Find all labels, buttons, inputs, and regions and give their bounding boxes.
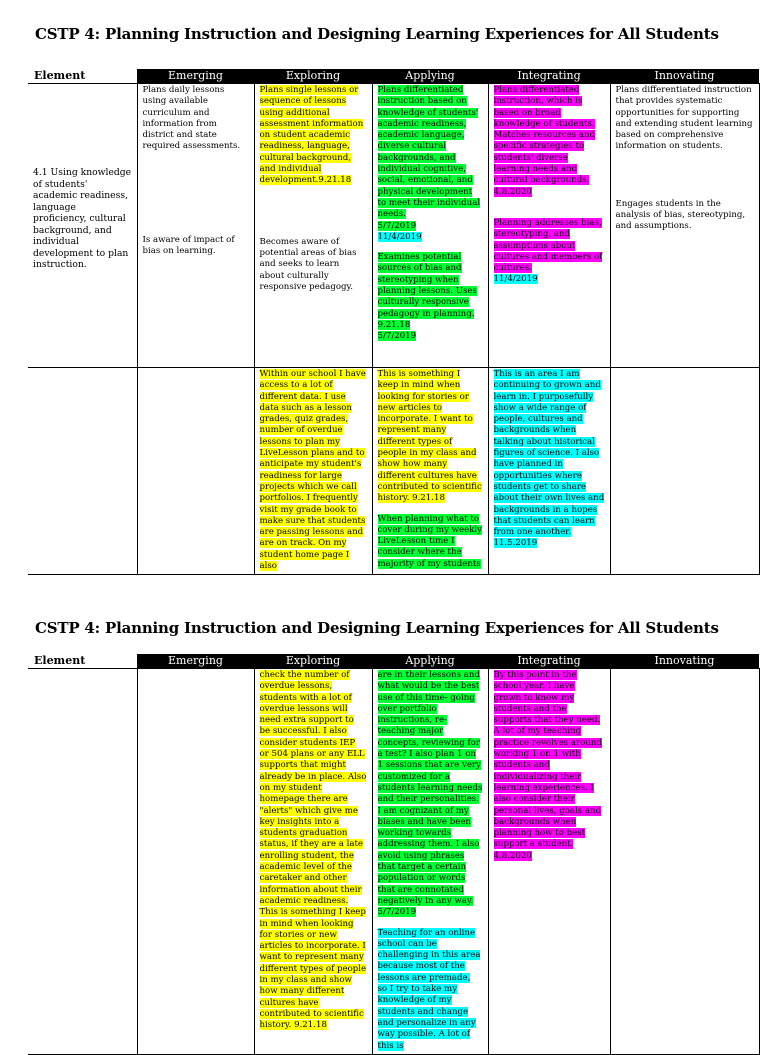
highlighted-date: 5/7/2019	[377, 331, 417, 342]
header-element: Element	[28, 69, 137, 84]
integrating-cell	[488, 84, 610, 368]
header-applying: Applying	[372, 69, 488, 84]
integrating-cell	[488, 368, 610, 575]
emerging-text: Plans daily lessons using available curriculum and information from district and state required assessments.	[142, 85, 241, 152]
table-row	[28, 84, 759, 368]
emerging-cell	[137, 368, 254, 575]
element-text: 4.1 Using knowledge of students' academic readiness, language proficiency, cultural background, and individual development to plan instruction.	[33, 167, 132, 270]
highlighted-text: Planning addresses bias, stereotyping, and assumptions about cultures and members of cultures.	[493, 217, 603, 274]
highlighted-text: Within our school I have access to a lot of different data. I use data such as a lesson grades, quiz grades, number of overdue lessons to plan my LiveLesson plans and to anticipate my student's readiness for large projects which we call portfolios. I frequently visit my grade book to make sure that students are passing lessons and are on track. On my student home page I also	[259, 369, 366, 572]
highlighted-text: Examines potential sources of bias and stereotyping when planning lessons. Uses culturally responsive pedagogy in planning.	[377, 252, 477, 319]
applying-cell	[372, 669, 488, 1055]
page-title: CSTP 4: Planning Instruction and Designing Learning Experiences for All Students	[35, 619, 719, 637]
header-element: Element	[28, 654, 137, 669]
highlighted-text: Teaching for an online school can be challenging in this area because most of the lessons are premade, so I try to take my knowledge of my students and change and personalize in any way possible. A lot of this is	[377, 927, 481, 1051]
table-row	[28, 669, 759, 1055]
highlighted-text: This is an area I am continuing to grown and learn in. I purposefully show a wide range of people, cultures and backgrounds when talking about historical figures of science. I also have planned in opportunities where students get to share about their own lives and backgrounds in a hopes that students can learn from one another. 11.5.2019	[493, 369, 605, 549]
header-emerging: Emerging	[137, 69, 254, 84]
highlighted-text: are in their lessons and what would be the best use of this time- going over portfolio instructions, re-teaching major concepts, reviewing for a test? I also plan 1 on 1 sessions that are very customized for a students learning needs and their personalities. I am cognizant of my biases and have been working towards addressing them. I also avoid using phrases that target a certain population or words that are connotated negatively in any way. 5/7/2019	[377, 670, 483, 918]
applying-cell	[372, 84, 488, 368]
exploring-cell	[254, 368, 372, 575]
header-exploring: Exploring	[254, 69, 372, 84]
highlighted-date: 11/4/2019	[377, 231, 422, 242]
element-cell	[28, 84, 137, 368]
table-row	[28, 368, 759, 575]
highlighted-date: 5/7/2019	[377, 220, 417, 231]
element-cell	[28, 669, 137, 1055]
highlighted-text: Plans single lessons or sequence of lessons using additional assessment information on student academic readiness, language, cultural background, and individual development.9.21.18	[259, 85, 364, 186]
innovating-text: Engages students in the analysis of bias, stereotyping, and assumptions.	[615, 198, 746, 232]
page-title: CSTP 4: Planning Instruction and Designing Learning Experiences for All Students	[35, 25, 719, 43]
header-emerging: Emerging	[137, 654, 254, 669]
table-header-row	[28, 654, 759, 669]
emerging-text: Is aware of impact of bias on learning.	[142, 234, 235, 257]
highlighted-text: Plans differentiated instruction based on knowledge of students' academic readiness, academic language, diverse cultural backgrounds, and individual cognitive, social, emotional, and physical development to meet their individual needs.	[377, 85, 481, 220]
highlighted-text: By this point in the school year, I have grown to know my students and the supports that they need. A lot of my teaching practice revolves around working 1 on 1 with students and individualizing their learning experiences. I also consider their personal lives, goals and backgrounds when planning how to best support a student. 4.8.2020	[493, 670, 602, 861]
highlighted-text: check the number of overdue lessons, students with a lot of overdue lessons will need extra support to be successful. I also consider students IEP or 504 plans or any ELL supports that might already be in place. Also on my student homepage there are "alerts" which give me key insights into a students graduation status, if they are a late enrolling student, the academic level of the caretaker and other information about their academic readiness. This is something I keep in mind when looking for stories or new articles to incorporate. I want to represent many different types of people in my class and show how many different cultures have contributed to scientific history. 9.21.18	[259, 670, 367, 1031]
element-cell	[28, 368, 137, 575]
header-applying: Applying	[372, 654, 488, 669]
highlighted-text: Plans differentiated instruction, which is based on broad knowledge of students. Matches resources and specific strategies to students' diverse learning needs and cultural backgrounds.	[493, 85, 596, 186]
innovating-text: Plans differentiated instruction that provides systematic opportunities for supporting and extending student learning based on comprehensive information on students.	[615, 85, 753, 152]
emerging-cell	[137, 84, 254, 368]
exploring-text: Becomes aware of potential areas of bias and seeks to learn about culturally responsive pedagogy.	[259, 236, 357, 292]
header-innovating: Innovating	[610, 69, 759, 84]
cstp-table-page2	[28, 654, 760, 1055]
innovating-cell	[610, 368, 759, 575]
innovating-cell	[610, 669, 759, 1055]
highlighted-text: This is something I keep in mind when looking for stories or new articles to incorporate. I want to represent many different types of people in my class and show how many different cultures have contributed to scientific history. 9.21.18	[377, 369, 482, 504]
highlighted-text: When planning what to cover during my weekly LiveLesson time I consider where the majority of my students	[377, 513, 483, 569]
highlighted-date: 4.8.2020	[493, 186, 532, 197]
innovating-cell	[610, 84, 759, 368]
highlighted-date: 9.21.18	[377, 319, 411, 330]
highlighted-date: 11/4/2019	[493, 274, 538, 285]
header-integrating: Integrating	[488, 654, 610, 669]
exploring-cell	[254, 84, 372, 368]
exploring-cell	[254, 669, 372, 1055]
cstp-table-page1	[28, 69, 760, 575]
header-exploring: Exploring	[254, 654, 372, 669]
header-integrating: Integrating	[488, 69, 610, 84]
emerging-cell	[137, 669, 254, 1055]
applying-cell	[372, 368, 488, 575]
header-innovating: Innovating	[610, 654, 759, 669]
integrating-cell	[488, 669, 610, 1055]
table-header-row	[28, 69, 759, 84]
